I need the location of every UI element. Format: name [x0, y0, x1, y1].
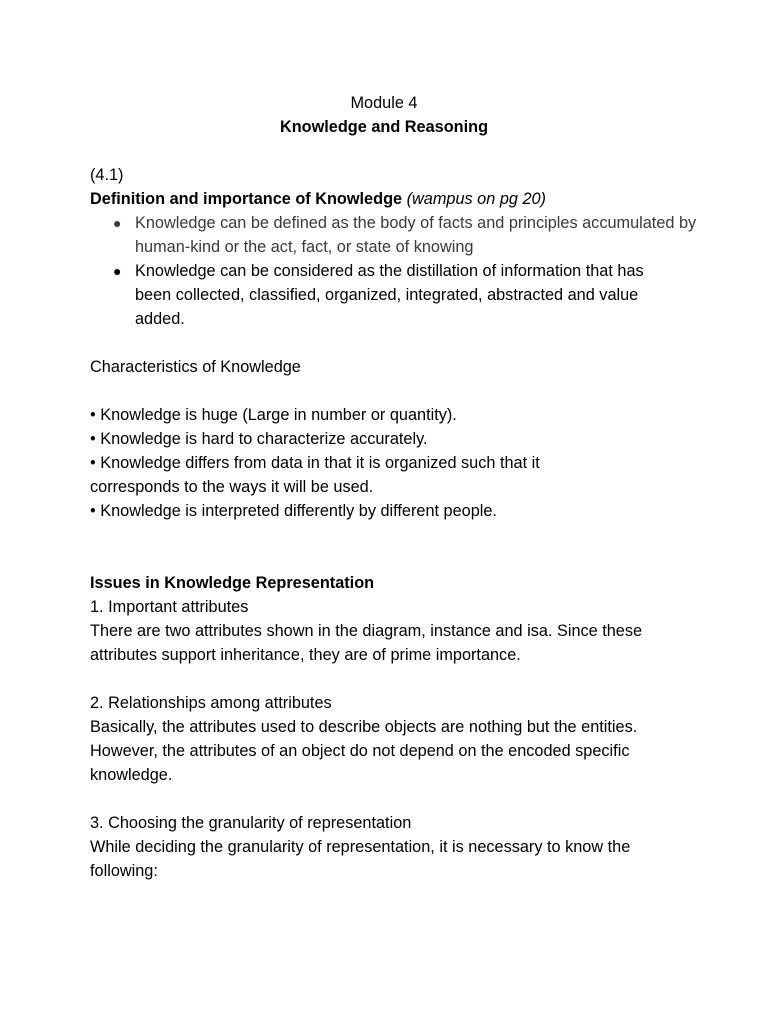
issue-item	[90, 691, 690, 787]
section-heading-bold: Definition and importance of Knowledge	[90, 190, 403, 208]
spacer	[90, 523, 690, 571]
spacer	[90, 787, 690, 811]
spacer	[90, 379, 690, 403]
section-heading-note: (wampus on pg 20)	[406, 190, 546, 208]
spacer	[90, 331, 690, 355]
issue-title: 3. Choosing the granularity of representation	[90, 814, 412, 832]
list-item: • Knowledge is interpreted differently by different people.	[90, 502, 497, 520]
spacer	[90, 139, 690, 163]
list-item: • Knowledge differs from data in that it is organized such that it corresponds to the ways it will be used.	[90, 454, 540, 496]
list-item-text: Knowledge can be considered as the distillation of information that has been collected, classified, organized, integrated, abstracted and value added.	[135, 262, 644, 328]
bullet-icon: ●	[113, 215, 122, 231]
list-item: • Knowledge is huge (Large in number or quantity).	[90, 406, 457, 424]
list-item: • Knowledge is hard to characterize accurately.	[90, 430, 428, 448]
issue-item	[90, 595, 690, 667]
issue-title: 1. Important attributes	[90, 598, 249, 616]
issue-body: There are two attributes shown in the diagram, instance and isa. Since these attributes support inheritance, they are of prime importance.	[90, 622, 643, 664]
bullet-icon: ●	[113, 263, 122, 279]
section-heading	[90, 187, 690, 211]
module-label: Module 4	[350, 94, 418, 112]
issue-item	[90, 811, 690, 883]
list-item-text: Knowledge can be defined as the body of facts and principles accumulated by human-kind or the act, fact, or state of knowing	[135, 214, 697, 256]
list-item	[90, 259, 675, 331]
definition-list	[90, 211, 697, 331]
issue-body: Basically, the attributes used to describe objects are nothing but the entities. However, the attributes of an object do not depend on the encoded specific knowledge.	[90, 718, 638, 784]
spacer	[90, 667, 690, 691]
section-number: (4.1)	[90, 166, 124, 184]
issues-heading: Issues in Knowledge Representation	[90, 574, 375, 592]
issue-title: 2. Relationships among attributes	[90, 694, 332, 712]
characteristics-heading: Characteristics of Knowledge	[90, 358, 301, 376]
list-item	[90, 211, 725, 259]
characteristics-list	[90, 403, 590, 523]
document-page	[90, 91, 697, 883]
document-title: Knowledge and Reasoning	[279, 118, 489, 136]
issue-body: While deciding the granularity of representation, it is necessary to know the following:	[90, 838, 631, 880]
